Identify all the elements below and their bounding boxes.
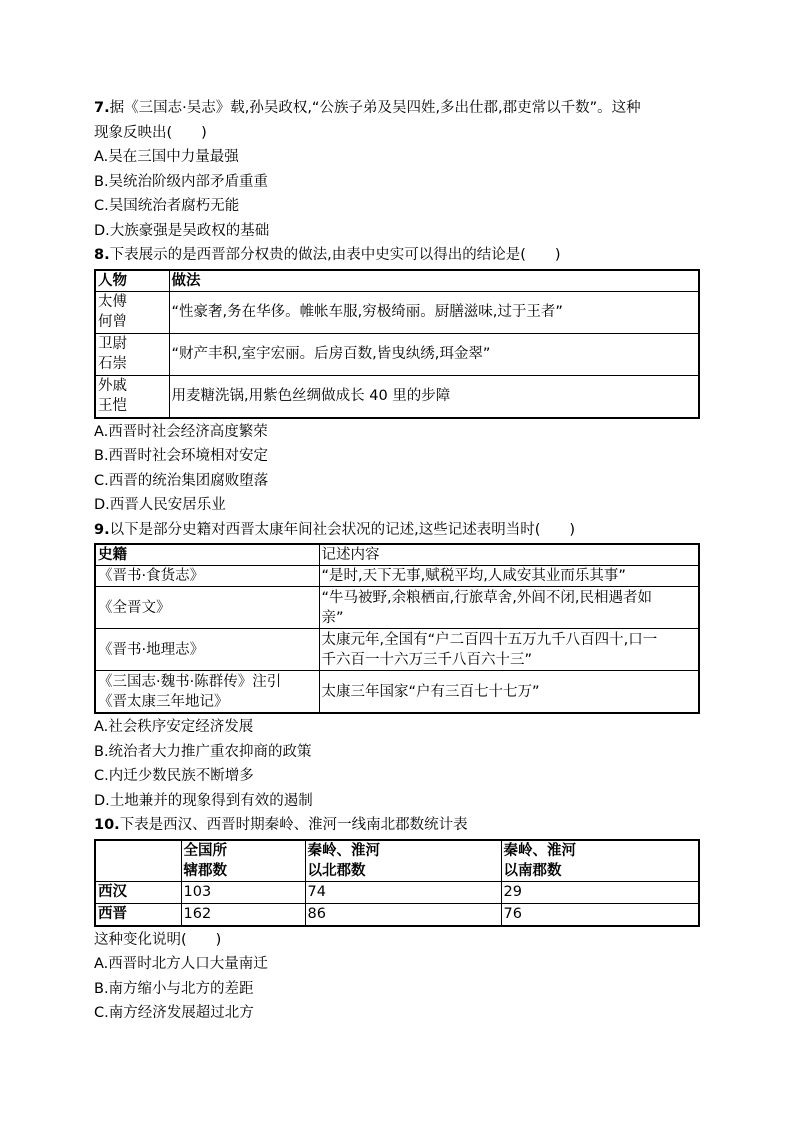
header-deed: 做法	[169, 270, 699, 292]
header-total: 全国所 辖郡数	[181, 840, 305, 882]
table-row	[95, 566, 699, 587]
option-d: D.西晋人民安居乐业	[94, 497, 226, 513]
person-cell: 卫尉 石崇	[95, 333, 169, 375]
option-b: B.吴统治阶级内部矛盾重重	[94, 173, 269, 190]
table-row	[95, 333, 699, 375]
commandery-table	[94, 839, 700, 927]
question-number: 10.	[94, 817, 120, 833]
deed-cell: 用麦糖洗锅,用紫色丝绸做成长 40 里的步障	[169, 375, 699, 418]
content-cell: “牛马被野,余粮栖亩,行旅草舍,外闾不闭,民相遇者如 亲”	[319, 587, 699, 629]
header-person: 人物	[95, 270, 169, 292]
deed-cell: “性豪奢,务在华侈。帷帐车服,穷极绮丽。厨膳滋味,过于王者”	[169, 291, 699, 333]
question-number: 8.	[94, 247, 110, 263]
option-a: A.西晋时北方人口大量南迁	[94, 956, 268, 972]
table-row	[95, 587, 699, 629]
header-blank	[95, 840, 181, 882]
option-c: C.吴国统治者腐朽无能	[94, 198, 240, 214]
period-cell: 西晋	[95, 903, 181, 926]
south-cell: 76	[501, 903, 699, 926]
header-north: 秦岭、淮河 以北郡数	[305, 840, 501, 882]
question-10	[94, 813, 700, 1026]
total-cell: 162	[181, 903, 305, 926]
option-a: A.社会秩序安定经济发展	[94, 719, 254, 735]
content-cell: 太康元年,全国有“户二百四十五万九千八百四十,口一 千六百一十六万三千八百六十三”	[319, 629, 699, 671]
north-cell: 86	[305, 903, 501, 926]
book-cell: 《晋书·地理志》	[95, 629, 319, 671]
table-header-row	[95, 544, 699, 566]
question-7	[94, 96, 700, 243]
option-b: B.统治者大力推广重农抑商的政策	[94, 743, 312, 760]
option-b: B.西晋时社会环境相对安定	[94, 448, 269, 464]
option-c: C.内迁少数民族不断增多	[94, 768, 254, 784]
question-9	[94, 518, 700, 814]
question-7-stem-cont: 现象反映出( )	[94, 124, 207, 141]
period-cell: 西汉	[95, 881, 181, 903]
header-book: 史籍	[95, 544, 319, 566]
book-cell: 《全晋文》	[95, 587, 319, 629]
header-south: 秦岭、淮河 以南郡数	[501, 840, 699, 882]
question-number: 9.	[94, 521, 110, 538]
option-d: D.大族豪强是吴政权的基础	[94, 222, 270, 239]
book-cell: 《晋书·食货志》	[95, 566, 319, 587]
table-row	[95, 881, 699, 903]
book-cell: 《三国志·魏书·陈群传》注引 《晋太康三年地记》	[95, 671, 319, 714]
deed-cell: “财产丰积,室宇宏丽。后房百数,皆曳纨绣,珥金翠”	[169, 333, 699, 375]
content-cell: 太康三年国家“户有三百七十七万”	[319, 671, 699, 714]
option-c: C.西晋的统治集团腐败堕落	[94, 472, 269, 489]
table-row	[95, 291, 699, 333]
table-row	[95, 375, 699, 418]
table-row	[95, 629, 699, 671]
option-a: A.吴在三国中力量最强	[94, 149, 239, 165]
question-9-stem: 9.以下是部分史籍对西晋太康年间社会状况的记述,这些记述表明当时( )	[94, 521, 576, 538]
table-row	[95, 671, 699, 714]
option-a: A.西晋时社会经济高度繁荣	[94, 423, 268, 440]
question-8-stem: 8.下表展示的是西晋部分权贵的做法,由表中史实可以得出的结论是( )	[94, 247, 561, 263]
total-cell: 103	[181, 881, 305, 903]
person-cell: 外戚 王恺	[95, 375, 169, 418]
content-cell: “是时,天下无事,赋税平均,人咸安其业而乐其事”	[319, 566, 699, 587]
question-8	[94, 243, 700, 518]
south-cell: 29	[501, 881, 699, 903]
table-header-row	[95, 270, 699, 292]
question-10-followup: 这种变化说明( )	[94, 931, 222, 948]
north-cell: 74	[305, 881, 501, 903]
table-header-row	[95, 840, 699, 882]
question-7-stem: 7.据《三国志·吴志》载,孙吴政权,“公族子弟及吴四姓,多出仕郡,郡吏常以千数”。这种	[94, 100, 641, 116]
person-cell: 太傅 何曾	[95, 291, 169, 333]
nobles-table	[94, 269, 700, 419]
question-10-stem: 10.下表是西汉、西晋时期秦岭、淮河一线南北郡数统计表	[94, 817, 468, 833]
header-content: 记述内容	[319, 544, 699, 566]
option-c: C.南方经济发展超过北方	[94, 1005, 254, 1021]
question-number: 7.	[94, 100, 110, 116]
option-d: D.土地兼并的现象得到有效的遏制	[94, 792, 313, 809]
option-b: B.南方缩小与北方的差距	[94, 980, 254, 997]
question-page	[94, 96, 700, 1026]
table-row	[95, 903, 699, 926]
records-table	[94, 543, 700, 714]
